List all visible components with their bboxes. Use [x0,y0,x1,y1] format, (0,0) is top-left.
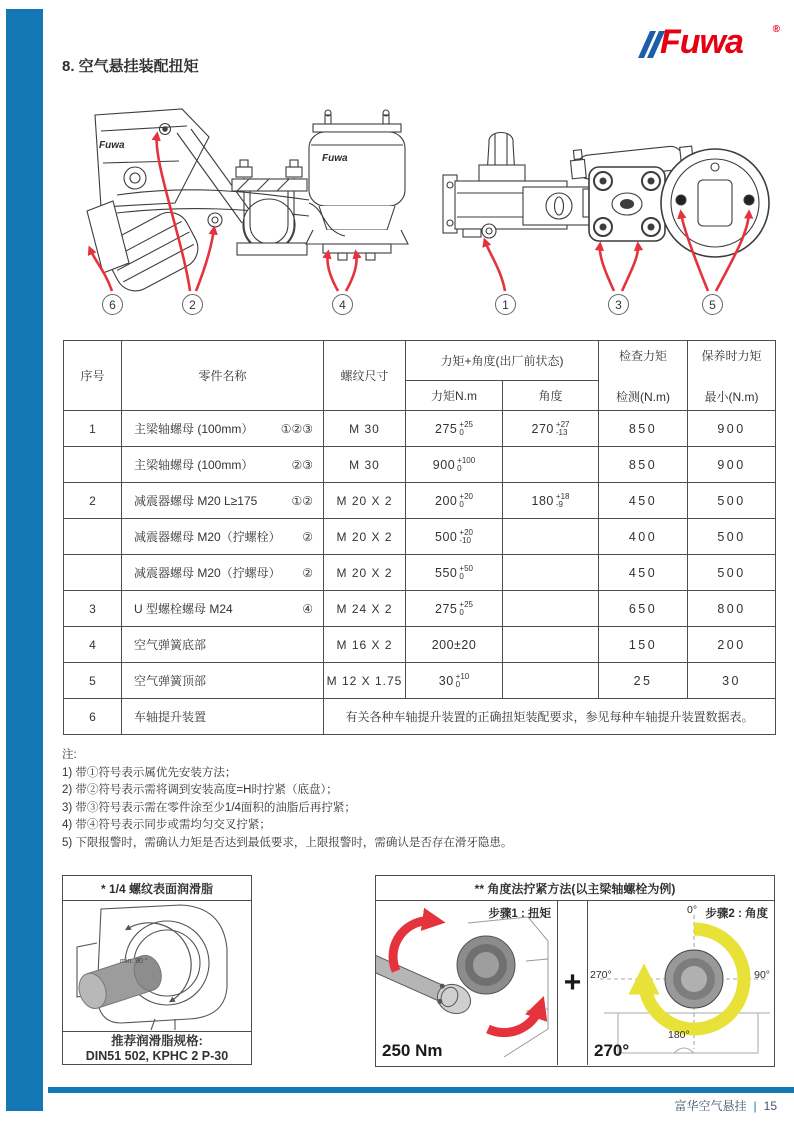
cell-no: 6 [64,699,122,735]
footer-separator: | [753,1099,757,1113]
torque-value: 275 [435,601,458,616]
footer-brand: 富华空气悬挂 [674,1099,747,1113]
angle-box-title: ** 角度法拧紧方法(以主梁轴螺栓为例) [376,876,774,901]
cell-thread: M 12 X 1.75 [324,663,406,699]
cell-part [122,447,324,483]
cell-check: 450 [599,483,688,519]
cell-torque [406,627,503,663]
torque-lower-tol: 0 [455,679,461,689]
part-refs: ②③ [291,457,313,472]
part-name: 主梁轴螺母 (100mm） [134,422,254,436]
notes-block [62,747,762,852]
grease-caption-line1: 推荐润滑脂规格: [111,1034,203,1048]
callout-number: 4 [339,297,346,312]
cell-angle [503,447,599,483]
cell-part [122,555,324,591]
cell-torque [406,447,503,483]
angle-label-0: 0° [687,904,698,916]
torque-value: 500 [435,529,458,544]
callout-number: 2 [189,297,196,312]
header-check [599,341,688,411]
torque-value: 200 [435,493,458,508]
angle-upper-tol: +27 [555,419,570,429]
min-rotation-label: min. 90 ° [120,958,148,965]
grease-box-title: * 1/4 螺纹表面润滑脂 [63,876,251,901]
part-refs: ② [302,565,313,580]
torque-value: 550 [435,565,458,580]
step1-label: 步骤1 : 扭矩 [488,908,551,920]
cell-maint: 500 [688,555,776,591]
cell-maint: 900 [688,411,776,447]
fuwa-logo [642,22,782,68]
cell-check: 850 [599,411,688,447]
notes-label: 注: [62,749,77,761]
torque-upper-tol: +25 [459,419,473,429]
step2-label: 步骤2 : 角度 [705,908,768,920]
step2-panel [587,901,774,1065]
cell-thread: M 20 X 2 [324,555,406,591]
torque-lower-tol: 0 [457,463,462,473]
suspension-side-view-diagram [57,103,422,321]
header-maint [688,341,776,411]
table-row [64,483,776,519]
torque-upper-tol: +20 [459,491,473,501]
part-name: 空气弹簧顶部 [134,674,207,688]
part-name: 减震器螺母 M20 L≥175 [134,494,258,508]
cell-thread: M 30 [324,447,406,483]
part-name: 主梁轴螺母 (100mm） [134,458,254,472]
cell-torque [406,591,503,627]
callout-number: 3 [615,297,622,312]
torque-spec-table [63,340,776,735]
cell-no [64,555,122,591]
grease-caption-line2: DIN51 502, KPHC 2 P-30 [85,1049,229,1063]
cell-lift-device-note: 有关各种车轴提升装置的正确扭矩装配要求，参见每种车轴提升装置数据表。 [324,699,776,735]
angle-method-box [375,875,775,1067]
axle-spindle-drawing [63,901,249,1031]
cell-maint: 800 [688,591,776,627]
table-row [64,555,776,591]
table-row [64,699,776,735]
torque-value: 200±20 [431,637,477,652]
cell-part [122,411,324,447]
cell-part [122,627,324,663]
cell-maint: 30 [688,663,776,699]
diagram-logo-label: Fuwa [99,140,125,151]
step1-torque-value: 250 Nm [382,1041,443,1060]
cell-check: 400 [599,519,688,555]
angle-label-270: 270° [590,969,612,981]
step1-panel [376,901,558,1065]
table-row [64,663,776,699]
header-no: 序号 [64,341,122,411]
footer-accent-bar [48,1087,794,1093]
callout-number: 1 [502,297,509,312]
cell-no: 5 [64,663,122,699]
table-row [64,411,776,447]
registered-mark: ® [772,24,780,35]
cell-thread: M 16 X 2 [324,627,406,663]
cell-torque [406,483,503,519]
cell-part [122,519,324,555]
cell-no: 1 [64,411,122,447]
cell-angle [503,555,599,591]
cell-thread: M 20 X 2 [324,483,406,519]
note-item: 3) 带③符号表示需在零件涂至少1/4面积的油脂后再拧紧； [62,801,356,814]
header-check-line2: 检测(N.m) [616,389,671,404]
cell-maint: 500 [688,519,776,555]
torque-value: 900 [432,457,456,472]
table-row [64,447,776,483]
left-accent-bar [6,9,43,1111]
header-torque-angle: 力矩+角度(出厂前状态) [406,341,599,381]
cell-check: 450 [599,555,688,591]
angle-value: 180 [531,493,554,508]
grease-illustration [63,901,251,1031]
torque-value: 275 [435,421,458,436]
part-refs: ①② [291,493,313,508]
cell-thread: M 30 [324,411,406,447]
diagram-logo-label: Fuwa [322,153,348,164]
torque-upper-tol: +50 [459,563,473,573]
torque-upper-tol: +100 [457,455,476,465]
cell-part [122,699,324,735]
part-name: 车轴提升装置 [134,710,207,724]
part-name: 减震器螺母 M20（拧螺母） [134,566,281,580]
angle-value: 270 [531,421,554,436]
note-item: 2) 带②符号表示需将调到安装高度=H时拧紧（底盘）； [62,784,338,796]
torque-upper-tol: +20 [459,527,473,537]
callout-number: 5 [709,297,716,312]
cell-no [64,447,122,483]
torque-lower-tol: -10 [459,535,471,545]
cell-maint: 900 [688,447,776,483]
cell-no: 3 [64,591,122,627]
cell-angle [503,519,599,555]
cell-maint: 200 [688,627,776,663]
cell-angle [503,411,599,447]
header-torque: 力矩N.m [406,381,503,411]
cell-no: 4 [64,627,122,663]
header-part: 零件名称 [122,341,324,411]
header-check-line1: 检查力矩 [619,348,668,363]
header-maint-line2: 最小(N.m) [704,389,759,404]
note-item: 5) 下限报警时，需确认力矩是否达到最低要求，上限报警时，需确认是否存在滑牙隐患。 [62,836,513,849]
torque-lower-tol: 0 [459,499,464,509]
torque-lower-tol: 0 [459,571,464,581]
step2-angle-value: 270° [594,1041,630,1060]
callout-3 [608,294,629,315]
callout-4 [332,294,353,315]
footer [675,1097,778,1114]
cell-check: 150 [599,627,688,663]
table-row [64,591,776,627]
cell-angle [503,663,599,699]
callout-5 [702,294,723,315]
note-item: 4) 带④符号表示同步或需均匀交叉拧紧； [62,819,271,831]
cell-part [122,591,324,627]
torque-value: 30 [438,673,454,688]
cell-check: 650 [599,591,688,627]
cell-torque [406,555,503,591]
cell-check: 850 [599,447,688,483]
angle-lower-tol: -9 [555,499,564,509]
angle-upper-tol: +18 [555,491,570,501]
angle-label-180: 180° [668,1029,690,1041]
suspension-top-view-diagram [427,103,792,321]
plus-sign: + [563,966,582,999]
cell-no: 2 [64,483,122,519]
header-maint-line1: 保养时力矩 [701,348,762,363]
cell-no [64,519,122,555]
page-title: 8. 空气悬挂装配扭矩 [62,58,199,75]
torque-upper-tol: +10 [455,671,470,681]
callout-1 [495,294,516,315]
part-name: 空气弹簧底部 [134,638,207,652]
header-angle: 角度 [503,381,599,411]
logo-text: Fuwa [660,23,743,61]
torque-upper-tol: +25 [459,599,473,609]
callout-number: 6 [109,297,116,312]
note-item: 1) 带①符号表示属优先安装方法； [62,766,237,779]
footer-page-number: 15 [763,1099,777,1113]
cell-angle [503,591,599,627]
header-thread: 螺纹尺寸 [324,341,406,411]
cell-thread: M 24 X 2 [324,591,406,627]
callout-6 [102,294,123,315]
cell-maint: 500 [688,483,776,519]
grease-box [62,875,252,1065]
cell-check: 25 [599,663,688,699]
part-refs: ①②③ [280,421,313,436]
torque-lower-tol: 0 [459,427,464,437]
cell-part [122,663,324,699]
cell-torque [406,663,503,699]
table-row [64,519,776,555]
table-row [64,627,776,663]
torque-lower-tol: 0 [459,607,464,617]
cell-torque [406,519,503,555]
part-name: 减震器螺母 M20（拧螺栓） [134,530,281,544]
angle-lower-tol: -13 [555,427,568,437]
callout-2 [182,294,203,315]
cell-part [122,483,324,519]
cell-torque [406,411,503,447]
part-refs: ④ [302,601,313,616]
cell-thread: M 20 X 2 [324,519,406,555]
cell-angle [503,627,599,663]
part-refs: ② [302,529,313,544]
cell-angle [503,483,599,519]
part-name: U 型螺栓螺母 M24 [134,602,233,616]
angle-label-90: 90° [754,969,770,981]
